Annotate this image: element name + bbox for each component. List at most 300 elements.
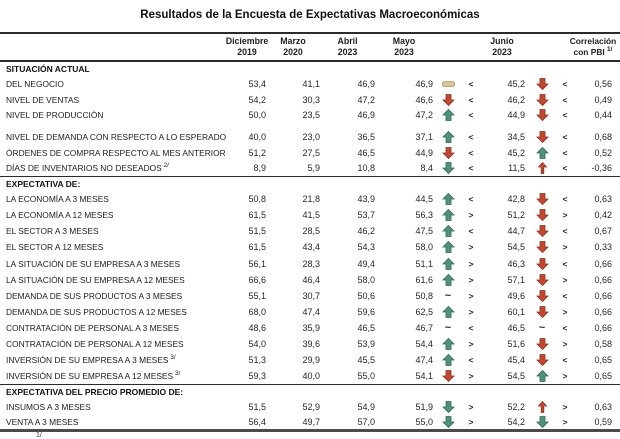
comparator: < <box>562 147 568 158</box>
value-cell: 10,8 <box>357 163 375 174</box>
footnote-marker: 3/ <box>168 354 176 362</box>
value-cell: 8,4 <box>420 163 433 174</box>
row-label: DEL NEGOCIO <box>6 78 64 89</box>
value-cell: 51,6 <box>507 339 525 350</box>
down-arrow-icon <box>525 306 559 318</box>
table-row <box>0 76 620 92</box>
up-arrow-icon <box>433 354 463 366</box>
correlation-cell: 0,66 <box>594 306 612 317</box>
table-row <box>0 352 620 368</box>
table-row <box>0 223 620 239</box>
table-body <box>0 62 620 432</box>
value-cell: 50,6 <box>357 290 375 301</box>
junio-indicator-cell <box>525 225 559 237</box>
row-label: ÓRDENES DE COMPRA RESPECTO AL MES ANTERIOR <box>6 147 226 158</box>
down-arrow-icon <box>525 274 559 286</box>
mayo-indicator-cell <box>433 322 463 334</box>
value-cell: 46,7 <box>415 322 433 333</box>
junio-indicator-cell <box>525 306 559 318</box>
comparator: > <box>562 339 568 350</box>
junio-indicator-cell <box>525 209 559 221</box>
value-cell: 54,5 <box>507 242 525 253</box>
value-cell: 55,0 <box>415 416 433 427</box>
value-cell: 58,0 <box>357 274 375 285</box>
value-cell: 44,9 <box>415 147 433 158</box>
value-cell: 57,0 <box>357 416 375 427</box>
value-cell: 28,5 <box>302 226 320 237</box>
correlation-cell: 0,58 <box>594 339 612 350</box>
up-arrow-icon <box>525 370 559 382</box>
up-arrow-icon <box>433 241 463 253</box>
value-cell: 51,9 <box>415 401 433 412</box>
junio-indicator-cell <box>525 193 559 205</box>
table-row <box>0 160 620 176</box>
value-cell: 54,2 <box>248 94 266 105</box>
junio-indicator-cell <box>525 147 559 159</box>
value-cell: 43,9 <box>357 194 375 205</box>
footnote-fragment: 1/ <box>36 432 42 439</box>
mayo-indicator-cell <box>433 258 463 270</box>
comparator: < <box>468 110 474 121</box>
value-cell: 50,8 <box>248 194 266 205</box>
down-arrow-icon <box>525 354 559 366</box>
junio-indicator-cell <box>525 370 559 382</box>
comparator: < <box>562 355 568 366</box>
footnote-marker: 3/ <box>173 370 181 378</box>
row-label: NIVEL DE DEMANDA CON RESPECTO A LO ESPERADO <box>6 131 227 142</box>
neutral-dash-icon <box>433 78 463 90</box>
junio-indicator-cell <box>525 338 559 350</box>
comparator: < <box>468 226 474 237</box>
up-arrow-icon <box>433 193 463 205</box>
value-cell: 45,4 <box>507 355 525 366</box>
value-cell: 40,0 <box>248 131 266 142</box>
value-cell: 46,9 <box>357 110 375 121</box>
value-cell: 46,5 <box>357 322 375 333</box>
row-label: EL SECTOR A 12 MESES <box>6 242 104 253</box>
footnote-marker: 1/ <box>607 45 613 53</box>
column-header-abril-2023: Abril 2023 <box>337 36 358 57</box>
correlation-cell: 0,67 <box>594 226 612 237</box>
section-header: SITUACIÓN ACTUAL <box>6 64 90 74</box>
up-arrow-icon <box>433 131 463 143</box>
table-section <box>0 177 620 385</box>
correlation-cell: -0,36 <box>591 163 612 174</box>
mayo-indicator-cell <box>433 306 463 318</box>
column-header-marzo-2020: Marzo 2020 <box>280 36 306 57</box>
value-cell: 47,4 <box>415 355 433 366</box>
mayo-indicator-cell <box>433 241 463 253</box>
row-label: DEMANDA DE SUS PRODUCTOS A 12 MESES <box>6 306 187 317</box>
value-cell: 47,4 <box>302 306 320 317</box>
table-row <box>0 129 620 145</box>
value-cell: 53,7 <box>357 210 375 221</box>
tilde-icon: ~ <box>444 289 452 302</box>
mayo-indicator-cell <box>433 338 463 350</box>
row-label: CONTRATACIÓN DE PERSONAL A 12 MESES <box>6 339 184 350</box>
value-cell: 46,3 <box>507 258 525 269</box>
comparator: > <box>468 290 474 301</box>
correlation-cell: 0,42 <box>594 210 612 221</box>
value-cell: 66,6 <box>248 274 266 285</box>
value-cell: 68,0 <box>248 306 266 317</box>
value-cell: 21,8 <box>302 194 320 205</box>
value-cell: 30,3 <box>302 94 320 105</box>
down-arrow-icon <box>433 401 463 413</box>
value-cell: 56,1 <box>248 258 266 269</box>
junio-indicator-cell <box>525 354 559 366</box>
correlation-cell: 0,65 <box>594 355 612 366</box>
value-cell: 51,2 <box>507 210 525 221</box>
down-arrow-icon <box>525 241 559 253</box>
comparator: < <box>562 94 568 105</box>
value-cell: 49,4 <box>357 258 375 269</box>
down-arrow-icon <box>525 416 559 428</box>
down-arrow-icon <box>433 147 463 159</box>
comparator: > <box>562 416 568 427</box>
table-row <box>0 368 620 384</box>
value-cell: 46,2 <box>357 226 375 237</box>
value-cell: 44,9 <box>507 110 525 121</box>
value-cell: 53,4 <box>248 78 266 89</box>
comparator: > <box>468 210 474 221</box>
junio-indicator-cell <box>525 109 559 121</box>
comparator: > <box>468 258 474 269</box>
junio-indicator-cell <box>525 94 559 106</box>
row-label: LA ECONOMÍA A 3 MESES <box>6 194 109 205</box>
value-cell: 57,1 <box>507 274 525 285</box>
value-cell: 61,6 <box>415 274 433 285</box>
junio-indicator-cell <box>525 131 559 143</box>
row-label: LA ECONOMÍA A 12 MESES <box>6 210 114 221</box>
correlation-cell: 0,68 <box>594 131 612 142</box>
tilde-icon: ~ <box>538 321 546 334</box>
value-cell: 49,7 <box>302 416 320 427</box>
junio-indicator-cell <box>525 274 559 286</box>
value-cell: 46,9 <box>415 78 433 89</box>
table-row <box>0 336 620 352</box>
value-cell: 23,5 <box>302 110 320 121</box>
value-cell: 45,5 <box>357 355 375 366</box>
up-arrow-icon <box>433 109 463 121</box>
row-label: DEMANDA DE SUS PRODUCTOS A 3 MESES <box>6 290 183 301</box>
correlation-cell: 0,49 <box>594 94 612 105</box>
down-arrow-icon <box>433 162 463 174</box>
table-section <box>0 62 620 177</box>
table-row <box>0 92 620 108</box>
value-cell: 58,0 <box>415 242 433 253</box>
comparator: < <box>562 226 568 237</box>
down-arrow-icon <box>525 193 559 205</box>
comparator: > <box>468 242 474 253</box>
down-arrow-icon <box>433 370 463 382</box>
value-cell: 54,4 <box>415 339 433 350</box>
tilde-icon: ~ <box>444 321 452 334</box>
mayo-indicator-cell <box>433 209 463 221</box>
comparator: < <box>468 194 474 205</box>
junio-indicator-cell <box>525 290 559 302</box>
comparator: < <box>562 258 568 269</box>
up-arrow-icon <box>433 209 463 221</box>
table-row <box>0 272 620 288</box>
value-cell: 28,3 <box>302 258 320 269</box>
comparator: > <box>562 242 568 253</box>
down-arrow-icon <box>525 225 559 237</box>
up-arrow-icon <box>433 274 463 286</box>
value-cell: 54,9 <box>357 401 375 412</box>
junio-indicator-cell <box>525 78 559 90</box>
down-arrow-icon <box>433 94 463 106</box>
value-cell: 42,8 <box>507 194 525 205</box>
row-label: VENTA A 3 MESES <box>6 416 79 427</box>
down-arrow-icon <box>525 94 559 106</box>
mayo-indicator-cell <box>433 416 463 428</box>
value-cell: 50,0 <box>248 110 266 121</box>
mayo-indicator-cell <box>433 401 463 413</box>
mayo-indicator-cell <box>433 225 463 237</box>
value-cell: 43,4 <box>302 242 320 253</box>
value-cell: 61,5 <box>248 242 266 253</box>
comparator: > <box>468 306 474 317</box>
table-row <box>0 207 620 223</box>
junio-indicator-cell <box>525 322 559 334</box>
section-header: EXPECTATIVA DE: <box>6 179 81 190</box>
correlation-cell: 0,56 <box>594 78 612 89</box>
row-label: INVERSIÓN DE SU EMPRESA A 3 MESES $^{3/}$ <box>6 354 176 366</box>
comparator: > <box>562 401 568 412</box>
value-cell: 11,5 <box>508 163 525 174</box>
mayo-indicator-cell <box>433 147 463 159</box>
comparator: < <box>468 322 474 333</box>
column-header-diciembre-2019: Diciembre 2019 <box>225 36 269 57</box>
value-cell: 54,0 <box>248 339 266 350</box>
results-table <box>0 32 620 439</box>
value-cell: 46,2 <box>507 94 525 105</box>
correlation-cell: 0,65 <box>594 371 612 382</box>
row-label: EL SECTOR A 3 MESES <box>6 226 99 237</box>
value-cell: 60,1 <box>507 306 525 317</box>
junio-indicator-cell <box>525 162 559 174</box>
down-arrow-icon <box>525 109 559 121</box>
mayo-indicator-cell <box>433 131 463 143</box>
comparator: > <box>562 210 568 221</box>
comparator: < <box>562 131 568 142</box>
value-cell: 53,9 <box>357 339 375 350</box>
value-cell: 34,5 <box>507 131 525 142</box>
value-cell: 51,5 <box>248 401 266 412</box>
down-arrow-icon <box>525 290 559 302</box>
value-cell: 5,9 <box>307 163 320 174</box>
comparator: > <box>562 371 568 382</box>
value-cell: 51,3 <box>248 355 266 366</box>
table-header-row <box>0 34 620 62</box>
value-cell: 45,2 <box>507 78 525 89</box>
table-row <box>0 399 620 414</box>
column-header-mayo-2023: Mayo 2023 <box>392 36 416 57</box>
table-section <box>0 385 620 432</box>
correlation-cell: 0,63 <box>594 194 612 205</box>
comparator: < <box>468 131 474 142</box>
down-arrow-icon <box>433 416 463 428</box>
value-cell: 51,1 <box>415 258 433 269</box>
value-cell: 46,9 <box>357 78 375 89</box>
value-cell: 54,2 <box>507 416 525 427</box>
value-cell: 54,3 <box>357 242 375 253</box>
value-cell: 36,5 <box>357 131 375 142</box>
junio-indicator-cell <box>525 416 559 428</box>
value-cell: 35,9 <box>302 322 320 333</box>
value-cell: 23,0 <box>302 131 320 142</box>
comparator: > <box>468 416 474 427</box>
comparator: > <box>468 339 474 350</box>
value-cell: 39,6 <box>302 339 320 350</box>
footnote-marker: 2/ <box>161 162 169 170</box>
value-cell: 29,9 <box>302 355 320 366</box>
value-cell: 56,3 <box>415 210 433 221</box>
value-cell: 48,6 <box>248 322 266 333</box>
table-row <box>0 288 620 304</box>
column-header-junio-2023: Junio 2023 <box>490 36 514 57</box>
table-row <box>0 191 620 207</box>
value-cell: 30,7 <box>302 290 320 301</box>
up-arrow-icon <box>433 225 463 237</box>
value-cell: 51,5 <box>248 226 266 237</box>
mayo-indicator-cell <box>433 354 463 366</box>
value-cell: 46,4 <box>302 274 320 285</box>
value-cell: 52,2 <box>507 401 525 412</box>
table-row <box>0 256 620 272</box>
correlation-cell: 0,66 <box>594 258 612 269</box>
mayo-indicator-cell <box>433 109 463 121</box>
value-cell: 47,5 <box>415 226 433 237</box>
mayo-indicator-cell <box>433 78 463 90</box>
row-label: NIVEL DE VENTAS <box>6 94 80 105</box>
junio-indicator-cell <box>525 241 559 253</box>
table-row <box>0 414 620 429</box>
value-cell: 52,9 <box>302 401 320 412</box>
value-cell: 45,2 <box>507 147 525 158</box>
comparator: < <box>468 163 474 174</box>
comparator: < <box>562 163 568 174</box>
value-cell: 27,5 <box>302 147 320 158</box>
junio-indicator-cell <box>525 401 559 413</box>
comparator: > <box>562 274 568 285</box>
table-row <box>0 107 620 123</box>
row-label: INVERSIÓN DE SU EMPRESA A 12 MESES $^{3/}$ <box>6 370 181 382</box>
row-label: NIVEL DE PRODUCCIÓN <box>6 110 104 121</box>
mayo-indicator-cell <box>433 290 463 302</box>
column-header-correlacion-pbi: Correlación con PBI $^{1/}$ <box>569 36 617 57</box>
value-cell: 8,9 <box>253 163 266 174</box>
value-cell: 61,5 <box>248 210 266 221</box>
down-arrow-icon <box>525 338 559 350</box>
value-cell: 54,5 <box>507 371 525 382</box>
up-arrow-icon <box>433 258 463 270</box>
correlation-cell: 0,59 <box>594 416 612 427</box>
value-cell: 50,8 <box>415 290 433 301</box>
mayo-indicator-cell <box>433 162 463 174</box>
value-cell: 44,7 <box>507 226 525 237</box>
value-cell: 47,2 <box>357 94 375 105</box>
mayo-indicator-cell <box>433 94 463 106</box>
value-cell: 47,2 <box>415 110 433 121</box>
correlation-cell: 0,66 <box>594 290 612 301</box>
table-row <box>0 304 620 320</box>
up-arrow-icon <box>433 306 463 318</box>
comparator: < <box>562 78 568 89</box>
row-label: INSUMOS A 3 MESES <box>6 401 91 412</box>
up-arrow-icon <box>433 338 463 350</box>
table-row <box>0 320 620 336</box>
value-cell: 44,5 <box>415 194 433 205</box>
value-cell: 55,1 <box>248 290 266 301</box>
mayo-indicator-cell <box>433 193 463 205</box>
correlation-cell: 0,33 <box>594 242 612 253</box>
comparator: > <box>468 401 474 412</box>
value-cell: 49,6 <box>507 290 525 301</box>
value-cell: 46,6 <box>415 94 433 105</box>
up-arrow-icon <box>525 147 559 159</box>
value-cell: 54,1 <box>415 371 433 382</box>
value-cell: 62,5 <box>415 306 433 317</box>
row-label: CONTRATACIÓN DE PERSONAL A 3 MESES <box>6 322 179 333</box>
correlation-cell: 0,66 <box>594 274 612 285</box>
comparator: < <box>562 194 568 205</box>
comparator: < <box>468 147 474 158</box>
row-label: LA SITUACIÓN DE SU EMPRESA A 3 MESES <box>6 258 181 269</box>
value-cell: 59,6 <box>357 306 375 317</box>
correlation-cell: 0,66 <box>594 322 612 333</box>
value-cell: 51,2 <box>248 147 266 158</box>
value-cell: 41,1 <box>302 78 320 89</box>
row-label: LA SITUACIÓN DE SU EMPRESA A 12 MESES <box>6 274 185 285</box>
mayo-indicator-cell <box>433 274 463 286</box>
comparator: < <box>562 110 568 121</box>
correlation-cell: 0,44 <box>594 110 612 121</box>
down-arrow-icon <box>525 258 559 270</box>
down-arrow-icon <box>525 131 559 143</box>
comparator: > <box>468 371 474 382</box>
correlation-cell: 0,52 <box>594 147 612 158</box>
comparator: > <box>562 306 568 317</box>
value-cell: 40,0 <box>302 371 320 382</box>
up-arrow-icon <box>525 401 559 413</box>
comparator: > <box>468 274 474 285</box>
mayo-indicator-cell <box>433 370 463 382</box>
junio-indicator-cell <box>525 258 559 270</box>
down-arrow-icon <box>525 209 559 221</box>
value-cell: 46,5 <box>507 322 525 333</box>
value-cell: 56,4 <box>248 416 266 427</box>
value-cell: 46,5 <box>357 147 375 158</box>
up-arrow-icon <box>525 162 559 174</box>
comparator: < <box>468 355 474 366</box>
down-arrow-icon <box>525 78 559 90</box>
value-cell: 55,0 <box>357 371 375 382</box>
value-cell: 59,3 <box>248 371 266 382</box>
comparator: < <box>468 78 474 89</box>
value-cell: 37,1 <box>415 131 433 142</box>
table-row <box>0 145 620 161</box>
value-cell: 41,5 <box>302 210 320 221</box>
comparator: < <box>562 322 568 333</box>
comparator: < <box>468 94 474 105</box>
row-label: DÍAS DE INVENTARIOS NO DESEADOS $^{2/}$ <box>6 162 169 174</box>
section-header: EXPECTATIVA DEL PRECIO PROMEDIO DE: <box>6 387 184 398</box>
correlation-cell: 0,63 <box>594 401 612 412</box>
page-title: Resultados de la Encuesta de Expectativas Macroeconómicas <box>140 9 480 21</box>
table-row <box>0 239 620 255</box>
